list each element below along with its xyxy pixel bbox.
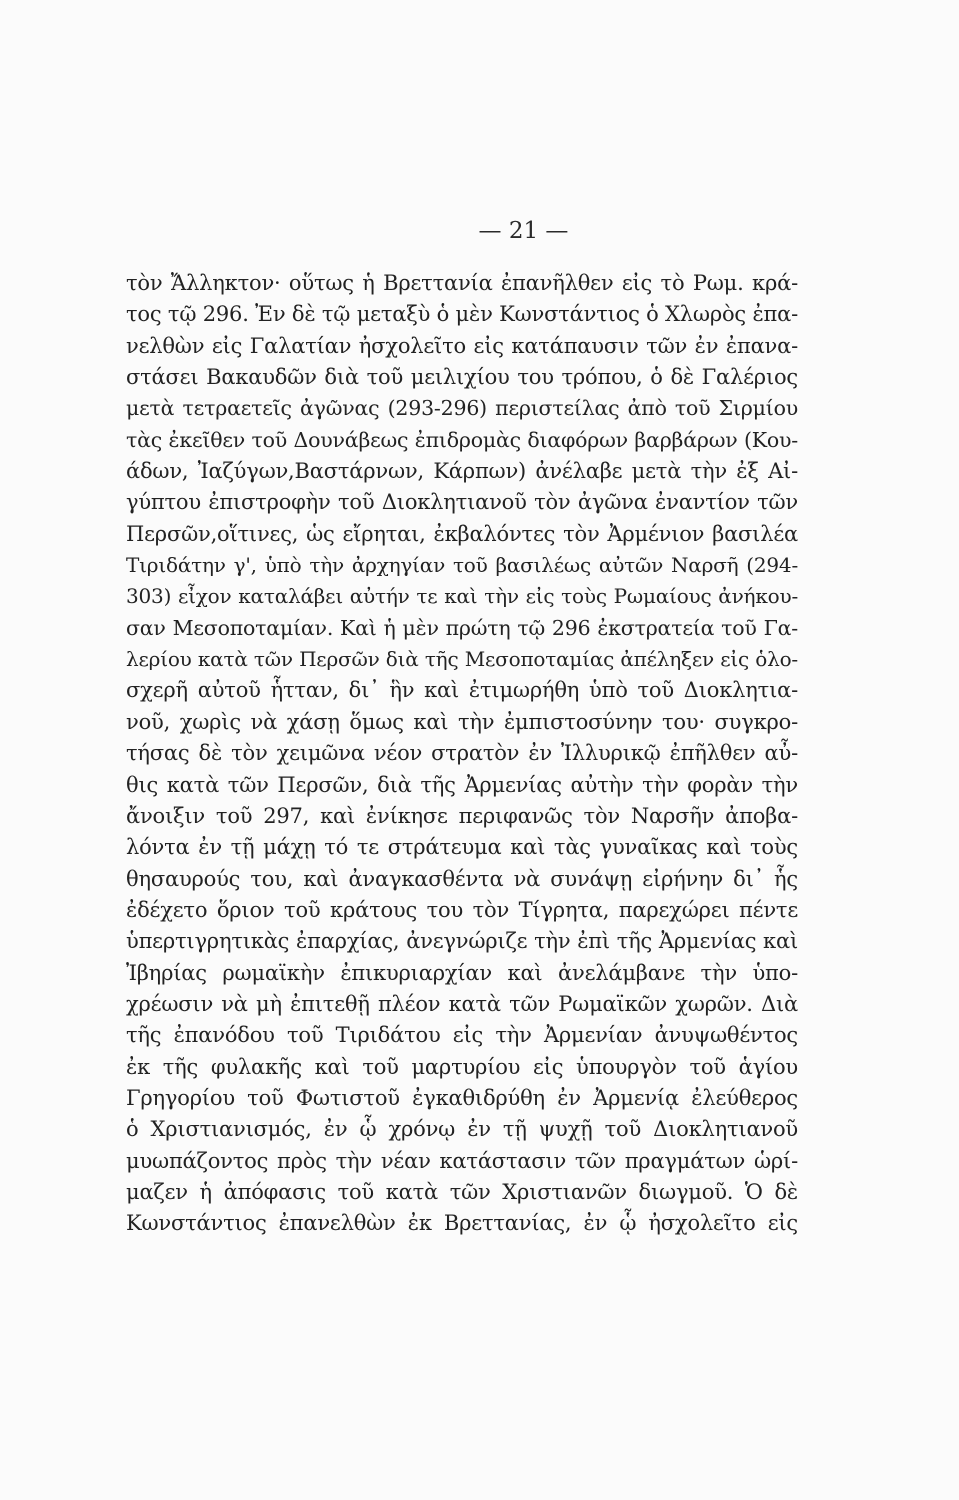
text-line: 303) εἶχον καταλάβει αὐτήν τε καὶ τὴν εἰς τοὺς Ρωμαίους ἀνήκου- xyxy=(126,584,798,609)
text-line: τήσας δὲ τὸν χειμῶνα νέον στρατὸν ἐν Ἰλλυρικῷ ἐπῆλθεν αὖ- xyxy=(126,741,798,766)
text-line: σχερῆ αὐτοῦ ἧτταν, δι᾽ ἣν καὶ ἐτιμωρήθη ὑπὸ τοῦ Διοκλητια- xyxy=(126,678,798,703)
text-line: Κωνστάντιος ἐπανελθὼν ἐκ Βρεττανίας, ἐν ᾧ ἠσχολεῖτο εἰς xyxy=(126,1211,798,1236)
text-line: ἄνοιξιν τοῦ 297, καὶ ἐνίκησε περιφανῶς τὸν Ναρσῆν ἀποβα- xyxy=(126,803,798,828)
text-line: τὸν Ἄλληκτον· οὕτως ἡ Βρεττανία ἐπανῆλθεν εἰς τὸ Ρωμ. κρά- xyxy=(126,271,798,295)
text-line: ἐκ τῆς φυλακῆς καὶ τοῦ μαρτυρίου εἰς ὑπουργὸν τοῦ ἁγίου xyxy=(126,1054,798,1079)
text-line: άδων, Ἰαζύγων,Βαστάρνων, Κάρπων) ἀνέλαβε μετὰ τὴν ἐξ Αἰ- xyxy=(126,459,798,484)
text-line: γύπτου ἐπιστροφὴν τοῦ Διοκλητιανοῦ τὸν ἀγῶνα ἐναντίον τῶν xyxy=(126,490,798,515)
text-line: Περσῶν,οἵτινες, ὡς εἴρηται, ἐκβαλόντες τὸν Ἀρμένιον βασιλέα xyxy=(126,521,798,546)
text-line: μαζεν ἡ ἀπόφασις τοῦ κατὰ τῶν Χριστιανῶν διωγμοῦ. Ὁ δὲ xyxy=(126,1179,798,1204)
page-number: — 21 — xyxy=(478,218,569,244)
text-line: στάσει Βακαυδῶν διὰ τοῦ μειλιχίου του τρόπου, ὁ δὲ Γαλέριος xyxy=(126,365,798,390)
text-line: χρέωσιν νὰ μὴ ἐπιτεθῇ πλέον κατὰ τῶν Ρωμαϊκῶν χωρῶν. Διὰ xyxy=(126,991,798,1016)
text-line: μυωπάζοντος πρὸς τὴν νέαν κατάστασιν τῶν πραγμάτων ὡρί- xyxy=(126,1148,798,1173)
text-line: σαν Μεσοποταμίαν. Καὶ ἡ μὲν πρώτη τῷ 296 ἐκστρατεία τοῦ Γα- xyxy=(126,615,798,640)
text-line: λόντα ἐν τῇ μάχῃ τό τε στράτευμα καὶ τὰς γυναῖκας καὶ τοὺς xyxy=(126,835,798,860)
text-line: μετὰ τετραετεῖς ἀγῶνας (293-296) περιστείλας ἀπὸ τοῦ Σιρμίου xyxy=(126,396,798,421)
text-line: θησαυρούς του, καὶ ἀναγκασθέντα νὰ συνάψῃ εἰρήνην δι᾽ ἧς xyxy=(126,866,798,891)
body-text xyxy=(126,268,798,1240)
text-line: ἐδέχετο ὅριον τοῦ κράτους του τὸν Τίγρητα, παρεχώρει πέντε xyxy=(126,897,798,922)
text-line: Γρηγορίου τοῦ Φωτιστοῦ ἐγκαθιδρύθη ἐν Ἀρμενίᾳ ἐλεύθερος xyxy=(126,1085,798,1110)
text-line: νελθὼν εἰς Γαλατίαν ἠσχολεῖτο εἰς κατάπαυσιν τῶν ἐν ἐπανα- xyxy=(126,333,798,358)
text-line: ὁ Χριστιανισμός, ἐν ᾧ χρόνῳ ἐν τῇ ψυχῇ τοῦ Διοκλητιανοῦ xyxy=(126,1117,798,1142)
text-line: Τιριδάτην γ', ὑπὸ τὴν ἀρχηγίαν τοῦ βασιλέως αὐτῶν Ναρσῆ (294- xyxy=(126,553,798,578)
text-line: τὰς ἐκεῖθεν τοῦ Δουνάβεως ἐπιδρομὰς διαφόρων βαρβάρων (Κου- xyxy=(126,427,798,452)
text-line: θις κατὰ τῶν Περσῶν, διὰ τῆς Ἀρμενίας αὐτὴν τὴν φορὰν τὴν xyxy=(126,772,798,797)
text-line: νοῦ, χωρὶς νὰ χάσῃ ὅμως καὶ τὴν ἐμπιστοσύνην του· συγκρο- xyxy=(126,709,798,734)
text-line: τος τῷ 296. Ἐν δὲ τῷ μεταξὺ ὁ μὲν Κωνστάντιος ὁ Χλωρὸς ἐπα- xyxy=(126,302,798,327)
text-line: ὑπερτιγρητικὰς ἐπαρχίας, ἀνεγνώριζε τὴν ἐπὶ τῆς Ἀρμενίας καὶ xyxy=(126,929,798,954)
text-line: λερίου κατὰ τῶν Περσῶν διὰ τῆς Μεσοποταμίας ἀπέληξεν εἰς ὁλο- xyxy=(126,647,798,672)
text-line: τῆς ἐπανόδου τοῦ Τιριδάτου εἰς τὴν Ἀρμενίαν ἀνυψωθέντος xyxy=(126,1023,798,1048)
text-line: Ἰβηρίας ρωμαϊκὴν ἐπικυριαρχίαν καὶ ἀνελάμβανε τὴν ὑπο- xyxy=(126,960,798,985)
